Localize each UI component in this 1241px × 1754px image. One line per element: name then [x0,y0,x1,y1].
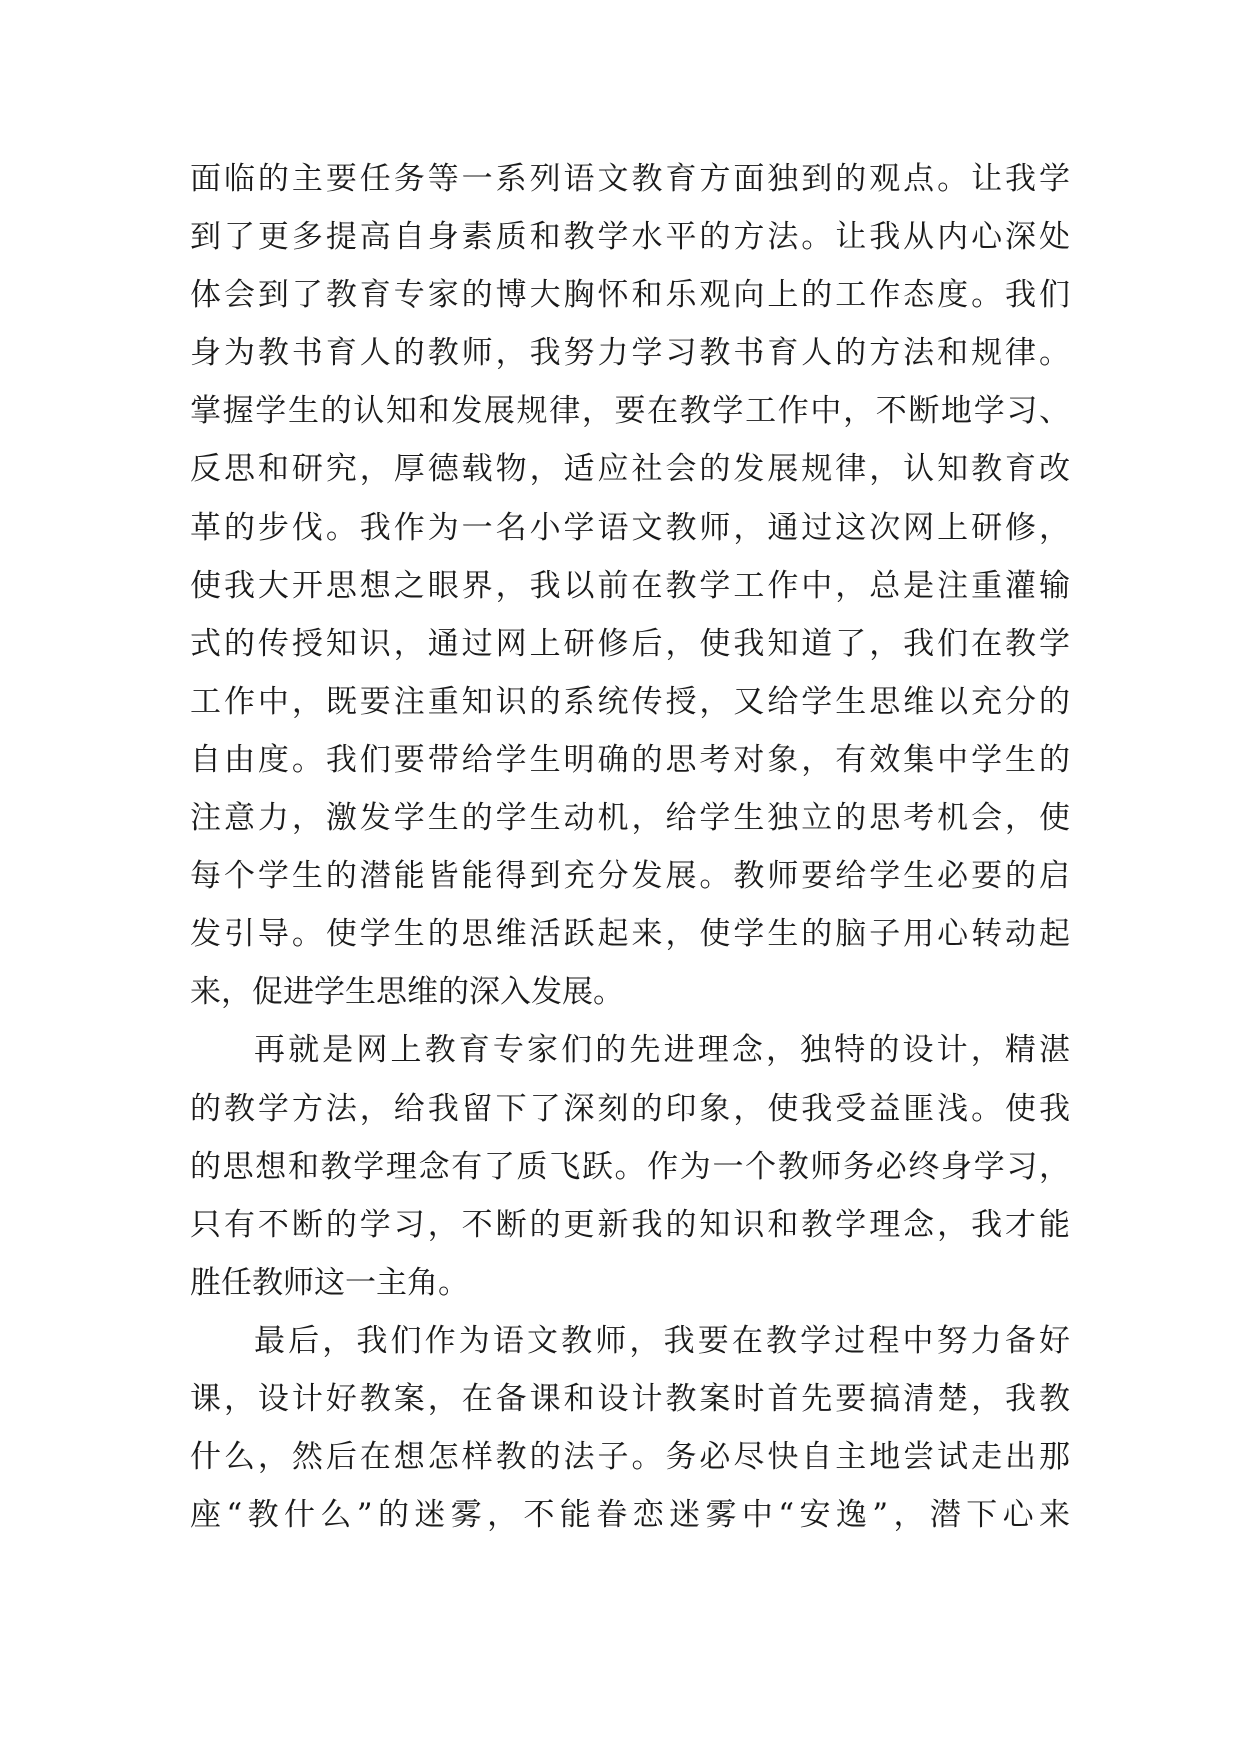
text-line: 身为教书育人的教师，我努力学习教书育人的方法和规律。 [190,335,1070,372]
text-line: 只有不断的学习，不断的更新我的知识和教学理念，我才能 [190,1206,1070,1243]
text-line: 再就是网上教育专家们的先进理念，独特的设计，精湛 [254,1032,1070,1069]
text-line: 自由度。我们要带给学生明确的思考对象，有效集中学生的 [190,741,1070,778]
text-line: 工作中，既要注重知识的系统传授，又给学生思维以充分的 [190,683,1070,720]
text-line: 掌握学生的认知和发展规律，要在教学工作中，不断地学习、 [190,393,1070,430]
text-line: 反思和研究，厚德载物，适应社会的发展规律，认知教育改 [190,451,1070,488]
text-line: 发引导。使学生的思维活跃起来，使学生的脑子用心转动起 [190,916,1070,953]
text-line: 式的传授知识，通过网上研修后，使我知道了，我们在教学 [190,625,1070,662]
text-line: 到了更多提高自身素质和教学水平的方法。让我从内心深处 [190,219,1070,256]
text-line: 什么，然后在想怎样教的法子。务必尽快自主地尝试走出那 [190,1439,1070,1476]
document-body [190,150,1070,1544]
text-line: 面临的主要任务等一系列语文教育方面独到的观点。让我学 [190,161,1070,197]
text-line: 使我大开思想之眼界，我以前在教学工作中，总是注重灌输 [190,567,1070,604]
text-line: 体会到了教育专家的博大胸怀和乐观向上的工作态度。我们 [190,277,1070,314]
text-line: 座“教什么”的迷雾，不能眷恋迷雾中“安逸”，潜下心来 [190,1497,1070,1534]
text-line: 的教学方法，给我留下了深刻的印象，使我受益匪浅。使我 [190,1090,1070,1127]
text-line: 注意力，激发学生的学生动机，给学生独立的思考机会，使 [190,800,1070,837]
text-line: 的思想和教学理念有了质飞跃。作为一个教师务必终身学习， [190,1148,1070,1185]
text-line: 课，设计好教案，在备课和设计教案时首先要搞清楚，我教 [190,1380,1070,1417]
text-line: 革的步伐。我作为一名小学语文教师，通过这次网上研修， [190,509,1070,546]
text-line: 胜任教师这一主角。 [190,1264,469,1301]
text-line: 最后，我们作为语文教师，我要在教学过程中努力备好 [254,1322,1070,1359]
text-line: 来，促进学生思维的深入发展。 [190,974,624,1011]
text-line: 每个学生的潜能皆能得到充分发展。教师要给学生必要的启 [190,858,1070,895]
